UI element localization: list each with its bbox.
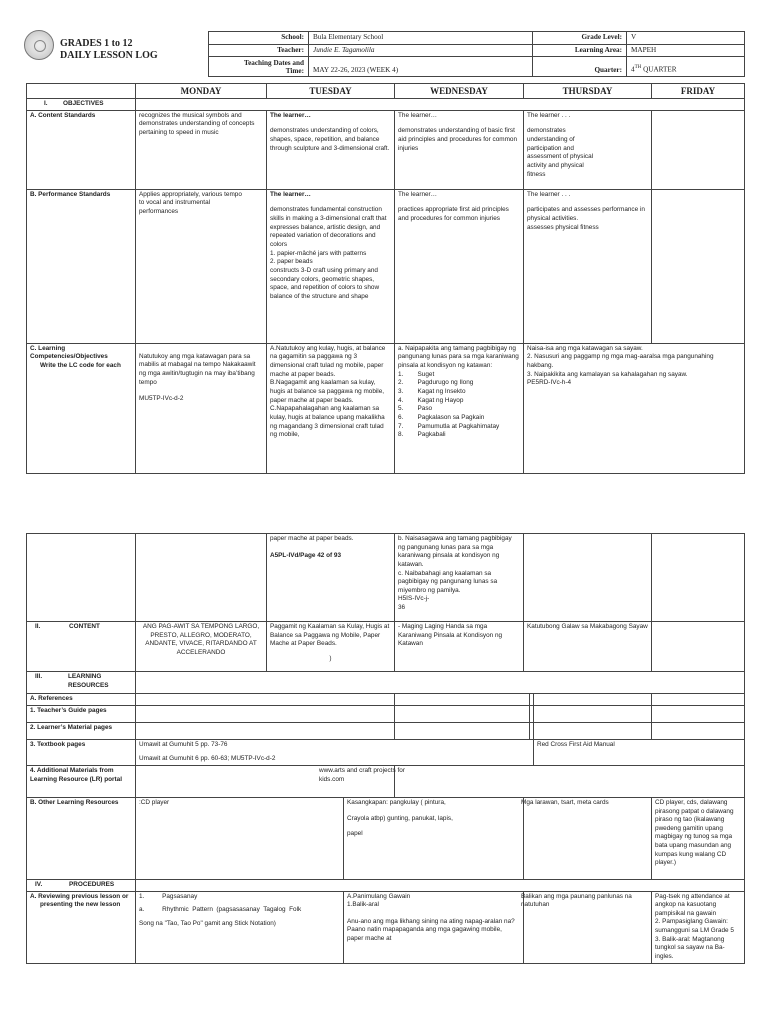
performance-standards-wed-text: practices appropriate first aid principles and procedures for common injuries bbox=[398, 206, 509, 223]
additional-materials-mon bbox=[136, 765, 405, 797]
content-standards-tue-text: demonstrates understanding of colors, shapes, space, repetition, and balance through sculpture and 3-dimensional craft. bbox=[270, 127, 390, 152]
performance-standards-tue-head: The learner… bbox=[270, 190, 311, 198]
content-label: CONTENT bbox=[69, 623, 100, 630]
review-fri-3: 3. Balik-aral: Magtanong tungkol sa sayaw na Ba-ingles. bbox=[655, 935, 725, 961]
content-standards-wed-head: The learner… bbox=[398, 111, 438, 119]
content-fri bbox=[652, 622, 745, 672]
content-standards-fri bbox=[652, 110, 745, 189]
content-wed: - Maging Laging Handa sa mga Karaniwang Pinsala at Kondisyon ng Katawan bbox=[395, 622, 524, 672]
learners-material-label: 2. Learner’s Material pages bbox=[27, 722, 136, 739]
competencies-tue-a: A.Natutukoy ang kulay, hugis, at balance na gagamitin sa paggawa ng 3 dimensional craft tulad ng mobile, paper mache at paper beads. bbox=[270, 344, 386, 378]
content-standards-thu-text: demonstrates understanding of participation and assessment of physical activity and physical fitness bbox=[527, 127, 594, 178]
competencies-mon bbox=[136, 343, 267, 473]
references-thu bbox=[534, 694, 652, 706]
competencies-thu bbox=[524, 343, 745, 473]
content-tue bbox=[267, 622, 395, 672]
quarter-label: Quarter: bbox=[533, 57, 627, 77]
competencies-tue bbox=[267, 343, 395, 473]
competencies-wed-item: 7. Pamumutla at Pagkahimatay bbox=[398, 422, 500, 430]
competencies-label-1: C. Learning Competencies/Objectives bbox=[30, 344, 108, 361]
performance-standards-thu-text-2: assesses physical fitness bbox=[527, 223, 599, 231]
procedures-blank bbox=[136, 879, 745, 891]
competencies-thu-code: PE5RD-IVc-h-4 bbox=[527, 379, 572, 387]
references-fri bbox=[652, 694, 745, 706]
lesson-log-page-1 bbox=[26, 83, 744, 474]
learning-resources-blank bbox=[136, 672, 745, 694]
continued-wed-c: c. Naibabahagi ang kaalaman sa pagbibigay ng pangunang lunas sa miyembro ng pamilya. bbox=[398, 569, 498, 594]
content-tue-text: Paggamit ng Kaalaman sa Kulay, Hugis at Balance sa Paggawa ng Mobile, Paper Mache at Paper Beads. bbox=[270, 623, 390, 648]
learners-material-wed bbox=[395, 722, 530, 739]
objectives-num: I. bbox=[44, 100, 48, 108]
day-wednesday: WEDNESDAY bbox=[395, 84, 524, 99]
quarter-value bbox=[627, 57, 745, 77]
lesson-table-1 bbox=[26, 83, 745, 474]
textbook-mon-1: Umawit at Gumuhit 5 pp. 73-76 bbox=[139, 740, 228, 748]
teachers-guide-fri bbox=[652, 705, 745, 722]
content-standards-wed bbox=[395, 110, 524, 189]
references-mon-tue bbox=[136, 694, 395, 706]
review-wed bbox=[521, 891, 652, 963]
corner-cell bbox=[27, 84, 136, 99]
review-fri-1: Pag-tsek ng attendance at angkop na kasuotang pampisikal na gawain bbox=[655, 892, 730, 917]
dates-label bbox=[209, 57, 309, 77]
day-friday: FRIDAY bbox=[652, 84, 745, 99]
quarter-suffix: TH bbox=[634, 65, 642, 71]
learners-material-fri bbox=[652, 722, 745, 739]
textbook-mon-2: Umawit at Gumuhit 6 pp. 60-63; MU5TP-IVc-d-2 bbox=[139, 755, 276, 763]
other-resources-tue-1: Kasangkapan: pangkulay ( pintura, bbox=[347, 798, 446, 806]
references-label: A. References bbox=[27, 694, 136, 706]
title-line-2: DAILY LESSON LOG bbox=[60, 49, 158, 61]
competencies-label-2: Write the LC code for each bbox=[40, 362, 121, 370]
grade-label: Grade Level: bbox=[533, 32, 627, 45]
quarter-text: QUARTER bbox=[641, 65, 677, 74]
continued-wed bbox=[395, 534, 524, 622]
competencies-thu-3: 3. Naipakikita ang kamalayan sa kahalagahan ng sayaw. bbox=[527, 370, 688, 378]
content-standards-thu bbox=[524, 110, 652, 189]
performance-standards-thu-head: The learner . . . bbox=[527, 190, 571, 198]
performance-standards-thu-text: participates and assesses performance in physical activities. bbox=[527, 206, 645, 223]
review-mon-1: 1. Pagsasanay bbox=[139, 892, 198, 900]
competencies-wed bbox=[395, 343, 524, 473]
learners-material-mon-tue bbox=[136, 722, 395, 739]
title-block bbox=[60, 38, 158, 61]
area-label: Learning Area: bbox=[533, 44, 627, 57]
textbook-wed-thu: Red Cross First Aid Manual bbox=[534, 739, 745, 765]
performance-standards-tue-text: demonstrates fundamental construction skills in making a 3-dimensional craft that expresses balance, artistic design, and repeated variation of decorations and colors bbox=[270, 206, 387, 248]
competencies-wed-intro: a. Naipapakita ang tamang pagbibigay ng pangunang lunas para sa mga karaniwang pinsala at kondisyon ng katawan: bbox=[398, 344, 519, 370]
competencies-wed-item: 2. Pagdurugo ng Ilong bbox=[398, 379, 474, 387]
learners-material-thu bbox=[534, 722, 652, 739]
day-monday: MONDAY bbox=[136, 84, 267, 99]
day-tuesday: TUESDAY bbox=[267, 84, 395, 99]
review-label-text: A. Reviewing previous lesson or presenting the new lesson bbox=[30, 892, 129, 909]
competencies-wed-item: 5. Paso bbox=[398, 405, 433, 413]
other-resources-label: B. Other Learning Resources bbox=[27, 797, 136, 879]
competencies-wed-item: 8. Pagkabali bbox=[398, 431, 446, 439]
review-tue-3: Anu-ano ang mga likhang sining na ating napag-aralan na? bbox=[347, 917, 515, 925]
review-tue-4: Paano natin mapapaganda ang mga gagawing mobile, paper mache at bbox=[347, 926, 502, 943]
performance-standards-thu bbox=[524, 189, 652, 343]
teachers-guide-wed bbox=[395, 705, 530, 722]
learning-resources-num: III. bbox=[35, 673, 43, 680]
review-fri-2: 2. Pampasiglang Gawain: sumangguni sa LM Grade 5 bbox=[655, 918, 734, 935]
procedures-num: IV. bbox=[35, 880, 43, 888]
review-mon-3: Song na "Tao, Tao Po" gamit ang Stick Notation) bbox=[139, 919, 276, 927]
continued-wed-code: H5IS-IVc-j- bbox=[398, 595, 430, 603]
objectives-blank bbox=[136, 99, 745, 111]
continued-mon bbox=[136, 534, 267, 622]
content-standards-tue-head: The learner… bbox=[270, 111, 311, 119]
continued-fri bbox=[652, 534, 745, 622]
other-resources-tue bbox=[344, 797, 524, 879]
dates-label-line-1: Teaching Dates and bbox=[243, 58, 304, 67]
performance-standards-wed-head: The learner… bbox=[398, 190, 438, 198]
teachers-guide-thu bbox=[534, 705, 652, 722]
content-thu: Katutubong Galaw sa Makabagong Sayaw bbox=[524, 622, 652, 672]
review-mon bbox=[136, 891, 344, 963]
continued-label bbox=[27, 534, 136, 622]
competencies-wed-item: 1. Suget bbox=[398, 370, 435, 378]
continued-thu bbox=[524, 534, 652, 622]
additional-materials-tue: www.arts and craft projects for kids.com bbox=[319, 766, 405, 783]
other-resources-wed-text: Mga larawan, tsart, meta cards bbox=[521, 798, 609, 806]
performance-standards-tue-item: 2. paper beads bbox=[270, 258, 313, 266]
quarter-number: 4 bbox=[631, 65, 635, 74]
header-info bbox=[208, 31, 744, 77]
procedures-label: PROCEDURES bbox=[69, 880, 115, 888]
lesson-table-2 bbox=[26, 533, 745, 964]
teacher-value: Jundie E. Tagamolila bbox=[309, 44, 533, 57]
textbook-mon-tue bbox=[136, 739, 534, 765]
learning-resources-heading bbox=[27, 672, 136, 694]
competencies-mon-text: Natutukoy ang mga katawagan para sa mabilis at mabagal na tempo Nakakaawit ng mga awitin/tugtugin na may iba’tibang tempo bbox=[139, 352, 256, 386]
review-tue-1: A.Panimulang Gawain bbox=[347, 892, 411, 900]
content-standards-thu-head: The learner . . . bbox=[527, 111, 571, 119]
performance-standards-tue bbox=[267, 189, 395, 343]
review-label bbox=[27, 891, 136, 963]
continued-tue-text: paper mache at paper beads. bbox=[270, 535, 354, 542]
dates-label-line-2: Time: bbox=[285, 66, 304, 75]
header-table bbox=[208, 31, 745, 77]
review-fri bbox=[652, 891, 745, 963]
review-tue-2: 1.Balik-aral bbox=[347, 901, 379, 909]
objectives-heading bbox=[27, 99, 136, 111]
school-label: School: bbox=[209, 32, 309, 45]
content-heading bbox=[27, 622, 136, 672]
performance-standards-label: B. Performance Standards bbox=[27, 189, 136, 343]
continued-wed-b: b. Naisasagawa ang tamang pagbibigay ng pangunang lunas para sa mga karaniwang pinsala at kondisyon ng katawan. bbox=[398, 535, 512, 568]
competencies-wed-item: 4. Kagat ng Hayop bbox=[398, 396, 464, 404]
procedures-heading bbox=[27, 879, 136, 891]
objectives-label: OBJECTIVES bbox=[63, 100, 104, 108]
teachers-guide-mon-tue bbox=[136, 705, 395, 722]
school-value: Bula Elementary School bbox=[309, 32, 533, 45]
content-standards-label: A. Content Standards bbox=[27, 110, 136, 189]
teacher-label: Teacher: bbox=[209, 44, 309, 57]
continued-tue bbox=[267, 534, 395, 622]
content-tue-paren: ) bbox=[329, 654, 332, 662]
continued-wed-code-2: 36 bbox=[398, 604, 406, 612]
textbook-label: 3. Textbook pages bbox=[27, 739, 136, 765]
learning-resources-label: LEARNING RESOURCES bbox=[68, 673, 109, 689]
content-mon: ANG PAG-AWIT SA TEMPONG LARGO, PRESTO, ALLEGRO, MODERATO, ANDANTE, VIVACE, RITARDANDO AT ACCELERANDO bbox=[136, 622, 267, 672]
performance-standards-mon bbox=[136, 189, 267, 343]
performance-standards-fri bbox=[652, 189, 745, 343]
area-value: MAPEH bbox=[627, 44, 745, 57]
other-resources-tue-3: papel bbox=[347, 830, 363, 838]
grade-value: V bbox=[627, 32, 745, 45]
other-resources-mon: :CD player bbox=[136, 797, 344, 879]
competencies-thu-1: Naisa-isa ang mga katawagan sa sayaw. bbox=[527, 344, 643, 352]
performance-standards-tue-tail: constructs 3-D craft using primary and secondary colors, geometric shapes, space, and repetition of colors to show balance of the structure and shape bbox=[270, 266, 380, 300]
other-resources-wed bbox=[521, 797, 652, 879]
competencies-wed-item: 6. Pagkalason sa Pagkain bbox=[398, 413, 485, 421]
performance-standards-mon-text: Applies appropriately, various tempo to vocal and instrumental performances bbox=[139, 190, 242, 216]
deped-seal-logo bbox=[24, 30, 54, 60]
lesson-log-page-2 bbox=[26, 533, 744, 964]
content-standards-tue bbox=[267, 110, 395, 189]
other-resources-tue-2: Crayola atbp) gunting, panukat, lapis, bbox=[347, 814, 453, 822]
performance-standards-tue-item: 1. papier-mâché jars with patterns bbox=[270, 249, 367, 257]
competencies-mon-code: MU5TP-IVc-d-2 bbox=[139, 395, 184, 403]
additional-materials-label: 4. Additional Materials from Learning Resource (LR) portal bbox=[27, 765, 136, 797]
competencies-tue-c: C.Napapahalagahan ang kaalaman sa kulay, hugis at balance upang makalikha ng magandang 3 dimensional craft tulad ng mobile, bbox=[270, 405, 385, 439]
review-tue bbox=[344, 891, 524, 963]
performance-standards-wed bbox=[395, 189, 524, 343]
review-mon-2: a. Rhythmic Pattern (pagsasasanay Tagalog Folk bbox=[139, 906, 302, 914]
teachers-guide-label: 1. Teacher’s Guide pages bbox=[27, 705, 136, 722]
review-wed-text: Balikan ang mga paunang panlunas na natutuhan bbox=[521, 892, 632, 909]
continued-tue-code: A5PL-IVd/Page 42 of 93 bbox=[270, 551, 342, 559]
content-standards-mon: recognizes the musical symbols and demonstrates understanding of concepts pertaining to speed in music bbox=[136, 110, 267, 189]
content-num: II. bbox=[35, 623, 41, 630]
title-line-1: GRADES 1 to 12 bbox=[60, 38, 133, 49]
content-standards-wed-text: demonstrates understanding of basic first aid principles and procedures for common injuries bbox=[398, 127, 517, 152]
references-wed bbox=[395, 694, 530, 706]
competencies-label bbox=[27, 343, 136, 473]
competencies-wed-item: 3. Kagat ng Insekto bbox=[398, 387, 466, 395]
competencies-thu-2: 2. Nasusuri ang paggamp ng mga mag-aaralsa mga pangunahing hakbang. bbox=[527, 353, 714, 370]
dates-value: MAY 22-26, 2023 (WEEK 4) bbox=[309, 57, 533, 77]
day-thursday: THURSDAY bbox=[524, 84, 652, 99]
other-resources-fri: CD player, cds, dalawang pirasong patpat o dalawang piraso ng tao (ikalawang pwedeng gamitin upang magbigay ng tunog sa mga bata upang masundan ang kumpas kung walang CD player.) bbox=[652, 797, 745, 879]
additional-materials-wed-fri bbox=[395, 765, 745, 797]
competencies-tue-b: B.Nagagamit ang kaalaman sa kulay, hugis at balance sa paggawa ng mobile, paper mache at paper beads. bbox=[270, 379, 385, 404]
